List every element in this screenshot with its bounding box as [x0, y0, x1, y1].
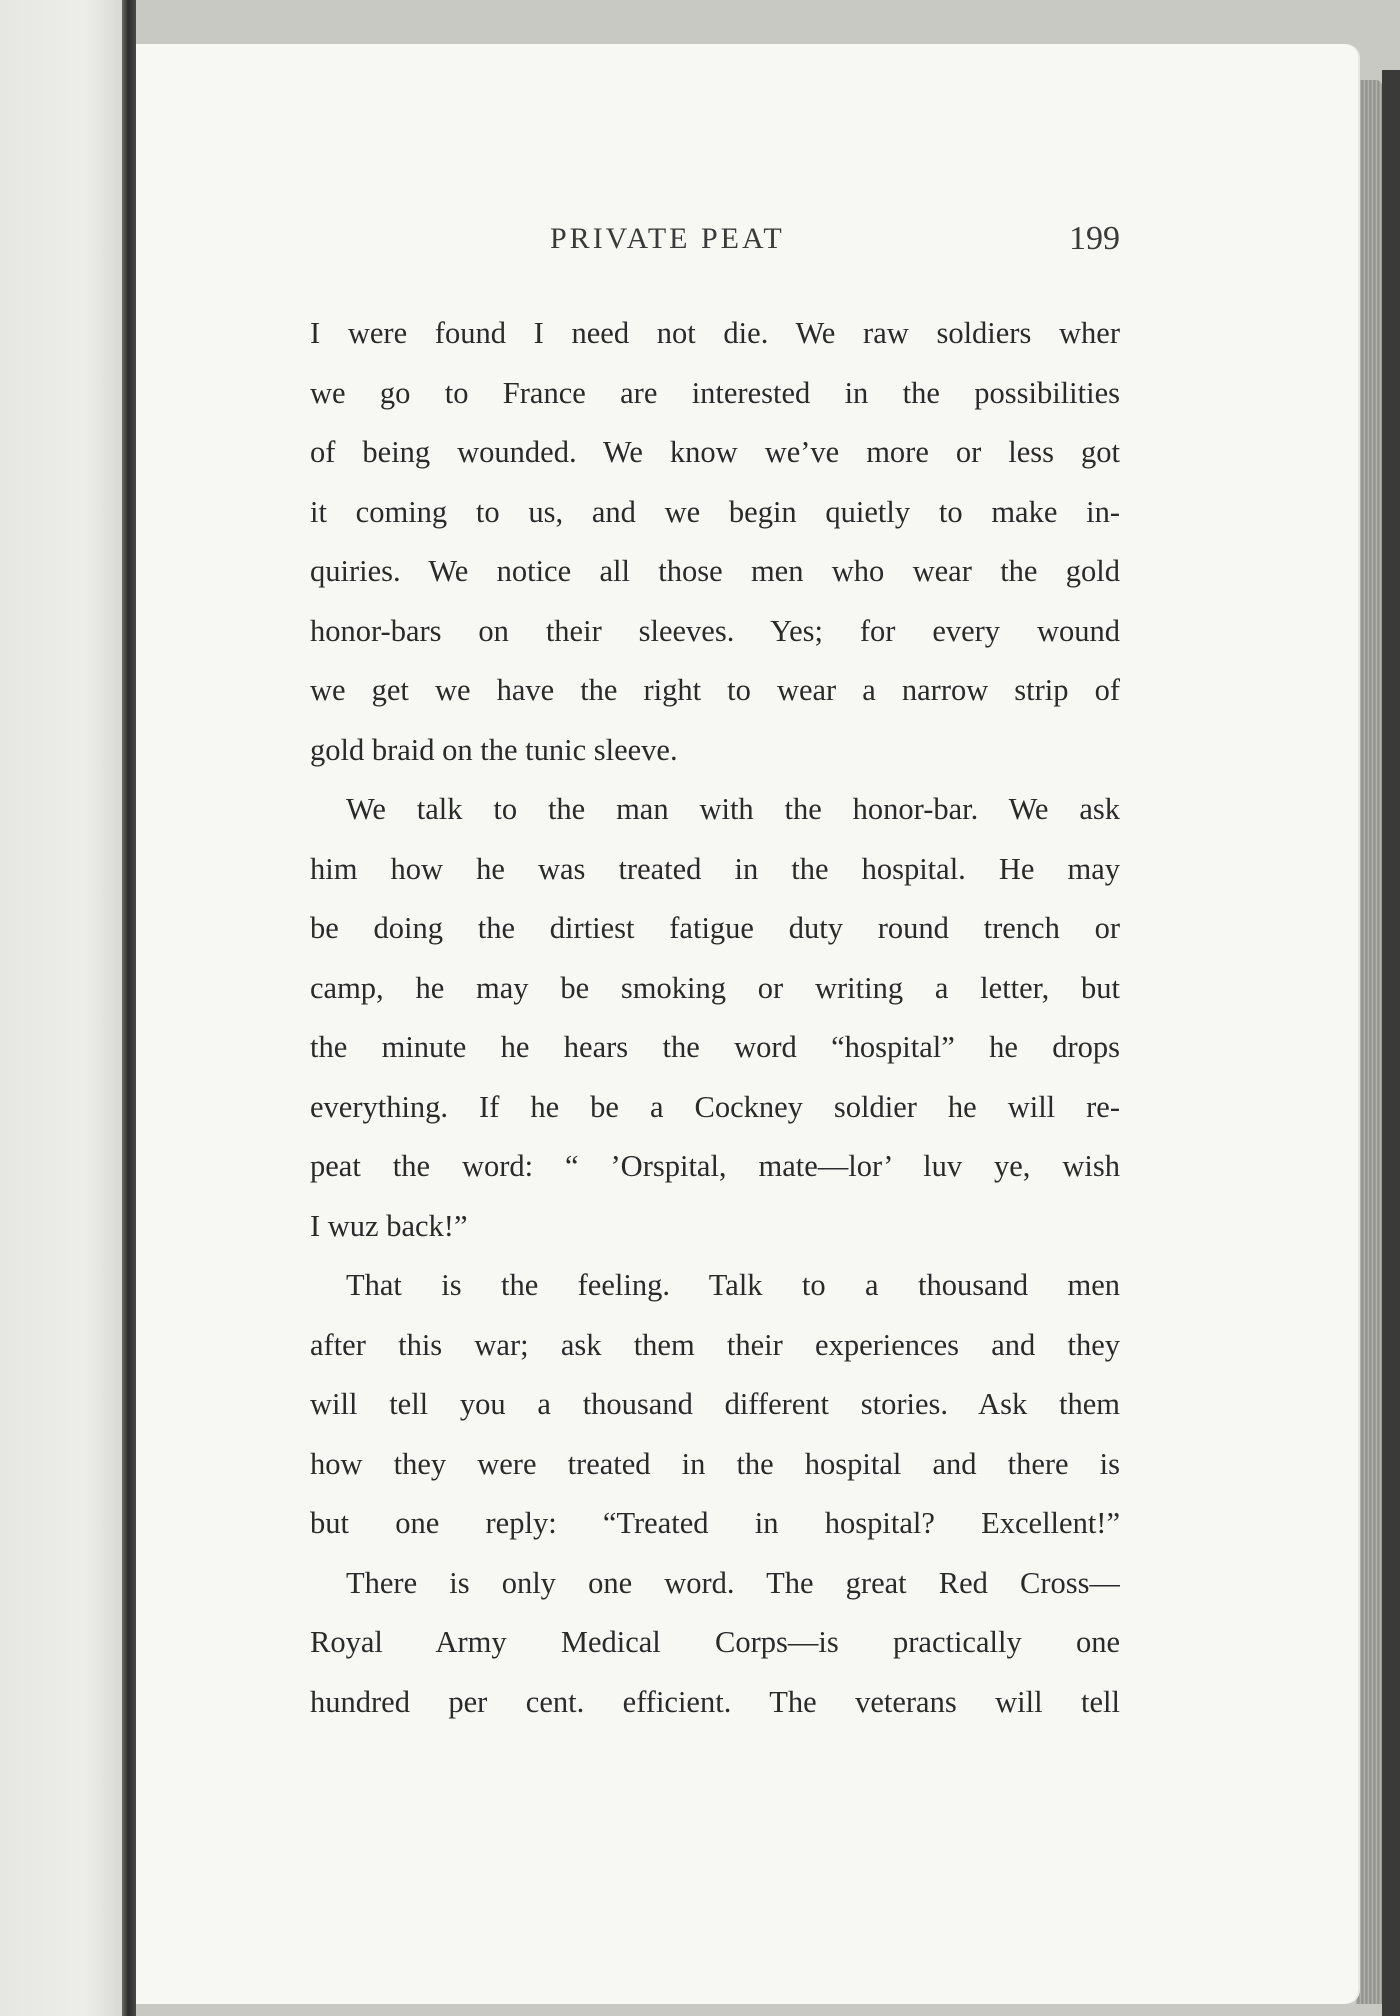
text-line: the minute he hears the word “hospital” he drops: [310, 1030, 1120, 1064]
text-line: how they were treated in the hospital and there is: [310, 1446, 1120, 1481]
text-line: camp, he may be smoking or writing a letter, but: [310, 970, 1120, 1005]
text-line: we get we have the right to wear a narrow strip of: [310, 673, 1120, 707]
facing-page-edge: [0, 0, 122, 2016]
body-text: [310, 304, 1120, 1732]
text-line: gold braid on the tunic sleeve.: [310, 732, 678, 767]
text-line: hundred per cent. efficient. The veterans will tell: [310, 1684, 1120, 1719]
running-header: [300, 222, 1120, 272]
text-line: after this war; ask them their experiences and they: [310, 1327, 1120, 1362]
text-line: That is the feeling. Talk to a thousand men: [346, 1268, 1120, 1302]
book-gutter: [122, 0, 136, 2016]
text-line: be doing the dirtiest fatigue duty round trench or: [310, 911, 1120, 945]
text-line: I wuz back!”: [310, 1208, 468, 1243]
text-line: it coming to us, and we begin quietly to make in-: [310, 494, 1120, 529]
text-line: honor-bars on their sleeves. Yes; for every wound: [310, 613, 1120, 648]
text-line: There is only one word. The great Red Cross—: [346, 1565, 1120, 1600]
text-line: of being wounded. We know we’ve more or less got: [310, 435, 1120, 469]
text-line: Royal Army Medical Corps—is practically one: [310, 1625, 1120, 1659]
text-line: will tell you a thousand different stories. Ask them: [310, 1387, 1120, 1421]
text-line: quiries. We notice all those men who wear the gold: [310, 554, 1120, 588]
text-line: I were found I need not die. We raw soldiers wher: [310, 316, 1120, 350]
page-stack-edges: [1356, 80, 1382, 2004]
book-cover-edge: [1382, 70, 1400, 2016]
text-line: we go to France are interested in the possibilities: [310, 375, 1120, 410]
text-line: We talk to the man with the honor-bar. We ask: [346, 792, 1120, 826]
text-line: peat the word: “ ’Orspital, mate—lor’ luv ye, wish: [310, 1149, 1120, 1183]
page-number: 199: [1069, 220, 1120, 257]
text-line: him how he was treated in the hospital. He may: [310, 851, 1120, 886]
text-line: everything. If he be a Cockney soldier he will re-: [310, 1089, 1120, 1124]
running-title: PRIVATE PEAT: [550, 222, 785, 255]
text-line: but one reply: “Treated in hospital? Excellent!”: [310, 1506, 1120, 1540]
